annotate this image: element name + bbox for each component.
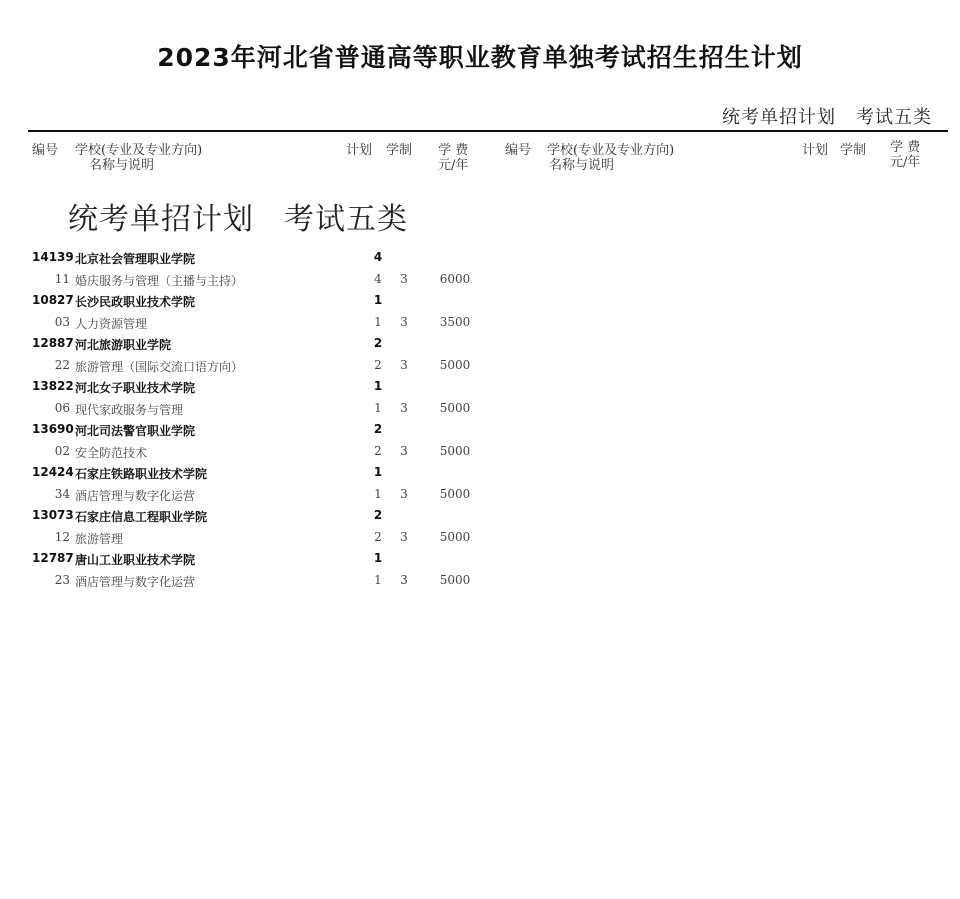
major-years: 3	[400, 314, 408, 329]
header-no: 编号	[32, 143, 59, 158]
major-fee: 5000	[439, 443, 471, 458]
header-years: 学制	[840, 143, 867, 158]
major-plan: 2	[374, 529, 382, 544]
major-row	[0, 398, 500, 420]
header-fee-line1: 学 费	[438, 143, 469, 158]
major-code: 02	[54, 443, 70, 458]
major-plan: 1	[374, 314, 382, 329]
major-name: 婚庆服务与管理（主播与主持）	[75, 273, 244, 288]
section-heading	[68, 194, 408, 238]
school-plan: 2	[373, 336, 383, 350]
school-plan: 1	[373, 379, 383, 393]
school-code: 14139	[32, 250, 74, 264]
school-row	[0, 247, 500, 269]
header-years: 学制	[386, 143, 413, 158]
school-name: 石家庄信息工程职业学院	[75, 510, 208, 524]
major-row	[0, 355, 500, 377]
school-plan: 4	[373, 250, 383, 264]
major-name: 旅游管理	[75, 531, 124, 546]
subtitle-plan-type: 统考单招计划	[722, 107, 836, 128]
major-row	[0, 570, 500, 592]
section-exam-category: 考试五类	[284, 202, 408, 237]
major-years: 3	[400, 357, 408, 372]
header-school-line1: 学校(专业及专业方向)	[547, 143, 675, 158]
major-row	[0, 441, 500, 463]
header-school	[75, 143, 202, 173]
major-fee: 5000	[439, 357, 471, 372]
major-years: 3	[400, 529, 408, 544]
school-name: 唐山工业职业技术学院	[75, 553, 196, 567]
major-plan: 2	[374, 357, 382, 372]
major-code: 22	[54, 357, 70, 372]
major-fee: 5000	[439, 529, 471, 544]
school-plan: 2	[373, 422, 383, 436]
school-code: 12887	[32, 336, 74, 350]
major-years: 3	[400, 400, 408, 415]
header-no: 编号	[505, 143, 532, 158]
major-row	[0, 484, 500, 506]
document-subtitle	[722, 103, 932, 129]
major-row	[0, 312, 500, 334]
major-fee: 5000	[439, 486, 471, 501]
school-name: 北京社会管理职业学院	[75, 252, 196, 266]
major-fee: 3500	[439, 314, 471, 329]
school-code: 12424	[32, 465, 74, 479]
school-name: 长沙民政职业技术学院	[75, 295, 196, 309]
major-plan: 2	[374, 443, 382, 458]
header-plan: 计划	[346, 143, 373, 158]
major-name: 现代家政服务与管理	[75, 402, 184, 417]
major-code: 12	[54, 529, 70, 544]
school-row	[0, 462, 500, 484]
header-plan: 计划	[802, 143, 829, 158]
school-code: 13073	[32, 508, 74, 522]
school-row	[0, 290, 500, 312]
school-code: 12787	[32, 551, 74, 565]
major-name: 酒店管理与数字化运营	[75, 574, 196, 589]
header-school-line2: 名称与说明	[89, 158, 155, 173]
school-plan: 2	[373, 508, 383, 522]
header-school-line2: 名称与说明	[549, 158, 615, 173]
major-fee: 5000	[439, 400, 471, 415]
major-years: 3	[400, 486, 408, 501]
school-row	[0, 419, 500, 441]
subtitle-exam-category: 考试五类	[856, 107, 932, 128]
major-name: 酒店管理与数字化运营	[75, 488, 196, 503]
major-years: 3	[400, 443, 408, 458]
major-row	[0, 527, 500, 549]
header-fee-line2: 元/年	[438, 158, 469, 173]
school-list	[0, 247, 500, 591]
school-row	[0, 376, 500, 398]
major-plan: 1	[374, 486, 382, 501]
header-fee	[890, 140, 920, 170]
major-plan: 1	[374, 400, 382, 415]
school-code: 13822	[32, 379, 74, 393]
school-plan: 1	[373, 465, 383, 479]
header-fee-line1: 学 费	[890, 140, 921, 155]
school-code: 10827	[32, 293, 74, 307]
school-name: 石家庄铁路职业技术学院	[75, 467, 208, 481]
school-name: 河北女子职业技术学院	[75, 381, 196, 395]
header-rule	[28, 130, 948, 132]
school-plan: 1	[373, 551, 383, 565]
major-plan: 1	[374, 572, 382, 587]
major-name: 人力资源管理	[75, 316, 148, 331]
major-code: 11	[54, 271, 70, 286]
section-plan-type: 统考单招计划	[68, 202, 254, 237]
major-code: 03	[54, 314, 70, 329]
header-fee-line2: 元/年	[890, 155, 921, 170]
school-row	[0, 505, 500, 527]
school-row	[0, 548, 500, 570]
major-code: 23	[54, 572, 70, 587]
school-row	[0, 333, 500, 355]
school-name: 河北司法警官职业学院	[75, 424, 196, 438]
major-code: 34	[54, 486, 70, 501]
school-name: 河北旅游职业学院	[75, 338, 172, 352]
header-school-line1: 学校(专业及专业方向)	[75, 143, 203, 158]
major-name: 旅游管理（国际交流口语方向）	[75, 359, 244, 374]
major-years: 3	[400, 572, 408, 587]
school-code: 13690	[32, 422, 74, 436]
document-title: 2023年河北省普通高等职业教育单独考试招生招生计划	[157, 43, 803, 72]
major-fee: 5000	[439, 572, 471, 587]
major-name: 安全防范技术	[75, 445, 148, 460]
header-school	[547, 143, 674, 173]
header-fee	[438, 143, 468, 173]
major-code: 06	[54, 400, 70, 415]
school-plan: 1	[373, 293, 383, 307]
major-years: 3	[400, 271, 408, 286]
major-fee: 6000	[439, 271, 471, 286]
major-row	[0, 269, 500, 291]
major-plan: 4	[374, 271, 382, 286]
